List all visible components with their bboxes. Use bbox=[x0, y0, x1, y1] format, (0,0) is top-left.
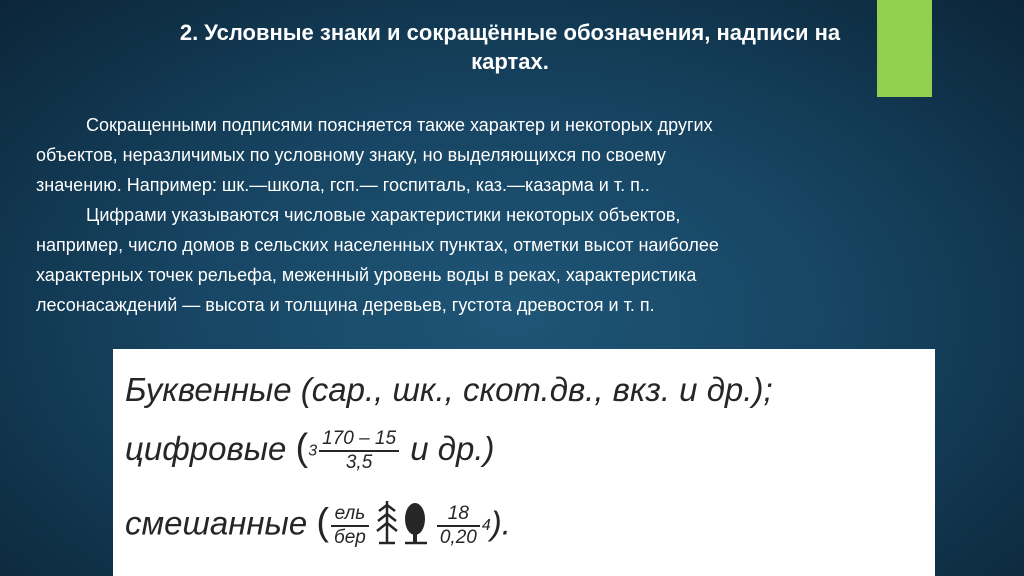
p1-line-1: Сокращенными подписями поясняется также характер и некоторых других bbox=[86, 115, 713, 135]
paragraph-1 bbox=[36, 110, 986, 200]
examples-panel bbox=[113, 349, 935, 576]
row-letter-labels: Буквенные (сар., шк., скот.дв., вкз. и др.); bbox=[125, 371, 773, 408]
fraction-numerator: 170 – 15 bbox=[319, 428, 399, 452]
title-line-1: 2. Условные знаки и сокращённые обозначения, надписи на bbox=[179, 20, 841, 45]
tree-type-fraction bbox=[331, 503, 369, 549]
slide-title bbox=[40, 18, 980, 76]
tree-size-denominator: 0,20 bbox=[439, 527, 477, 548]
p2-line-3: характерных точек рельефа, меженный уровень воды в реках, характеристика bbox=[36, 265, 697, 285]
tree-size-fraction bbox=[437, 503, 480, 549]
numeric-fraction bbox=[319, 428, 399, 474]
paragraph-2 bbox=[36, 200, 986, 320]
numeric-suffix: и др.) bbox=[410, 430, 495, 467]
numeric-label: цифровые bbox=[125, 430, 287, 467]
open-paren: ( bbox=[295, 427, 309, 469]
tree-type-denominator: бер bbox=[334, 527, 366, 548]
row-numeric-labels bbox=[125, 427, 495, 474]
row-mixed-labels bbox=[125, 497, 511, 555]
p2-line-2: например, число домов в сельских населенных пунктах, отметки высот наиболее bbox=[36, 235, 719, 255]
close-paren: ). bbox=[490, 504, 511, 542]
body-text bbox=[36, 110, 986, 320]
fraction-denominator: 3,5 bbox=[345, 452, 373, 474]
p2-line-1: Цифрами указываются числовые характеристики некоторых объектов, bbox=[86, 205, 681, 225]
tree-size-numerator: 18 bbox=[437, 503, 480, 527]
p1-line-2: объектов, неразличимых по условному знаку, но выделяющихся по своему bbox=[36, 145, 666, 165]
p1-line-3: значению. Например: шк.—школа, гсп.— госпиталь, каз.—казарма и т. п.. bbox=[36, 175, 650, 195]
forest-symbol-icon bbox=[375, 497, 431, 555]
p2-line-4: лесонасаждений — высота и толщина деревьев, густота древостоя и т. п. bbox=[36, 295, 655, 315]
tree-type-numerator: ель bbox=[331, 503, 369, 527]
tree-spacing: 4 bbox=[481, 517, 491, 534]
numeric-prefix: 3 bbox=[308, 442, 318, 460]
mixed-label: смешанные bbox=[125, 504, 308, 542]
title-line-2: картах. bbox=[471, 49, 549, 74]
open-paren: ( bbox=[316, 501, 330, 544]
